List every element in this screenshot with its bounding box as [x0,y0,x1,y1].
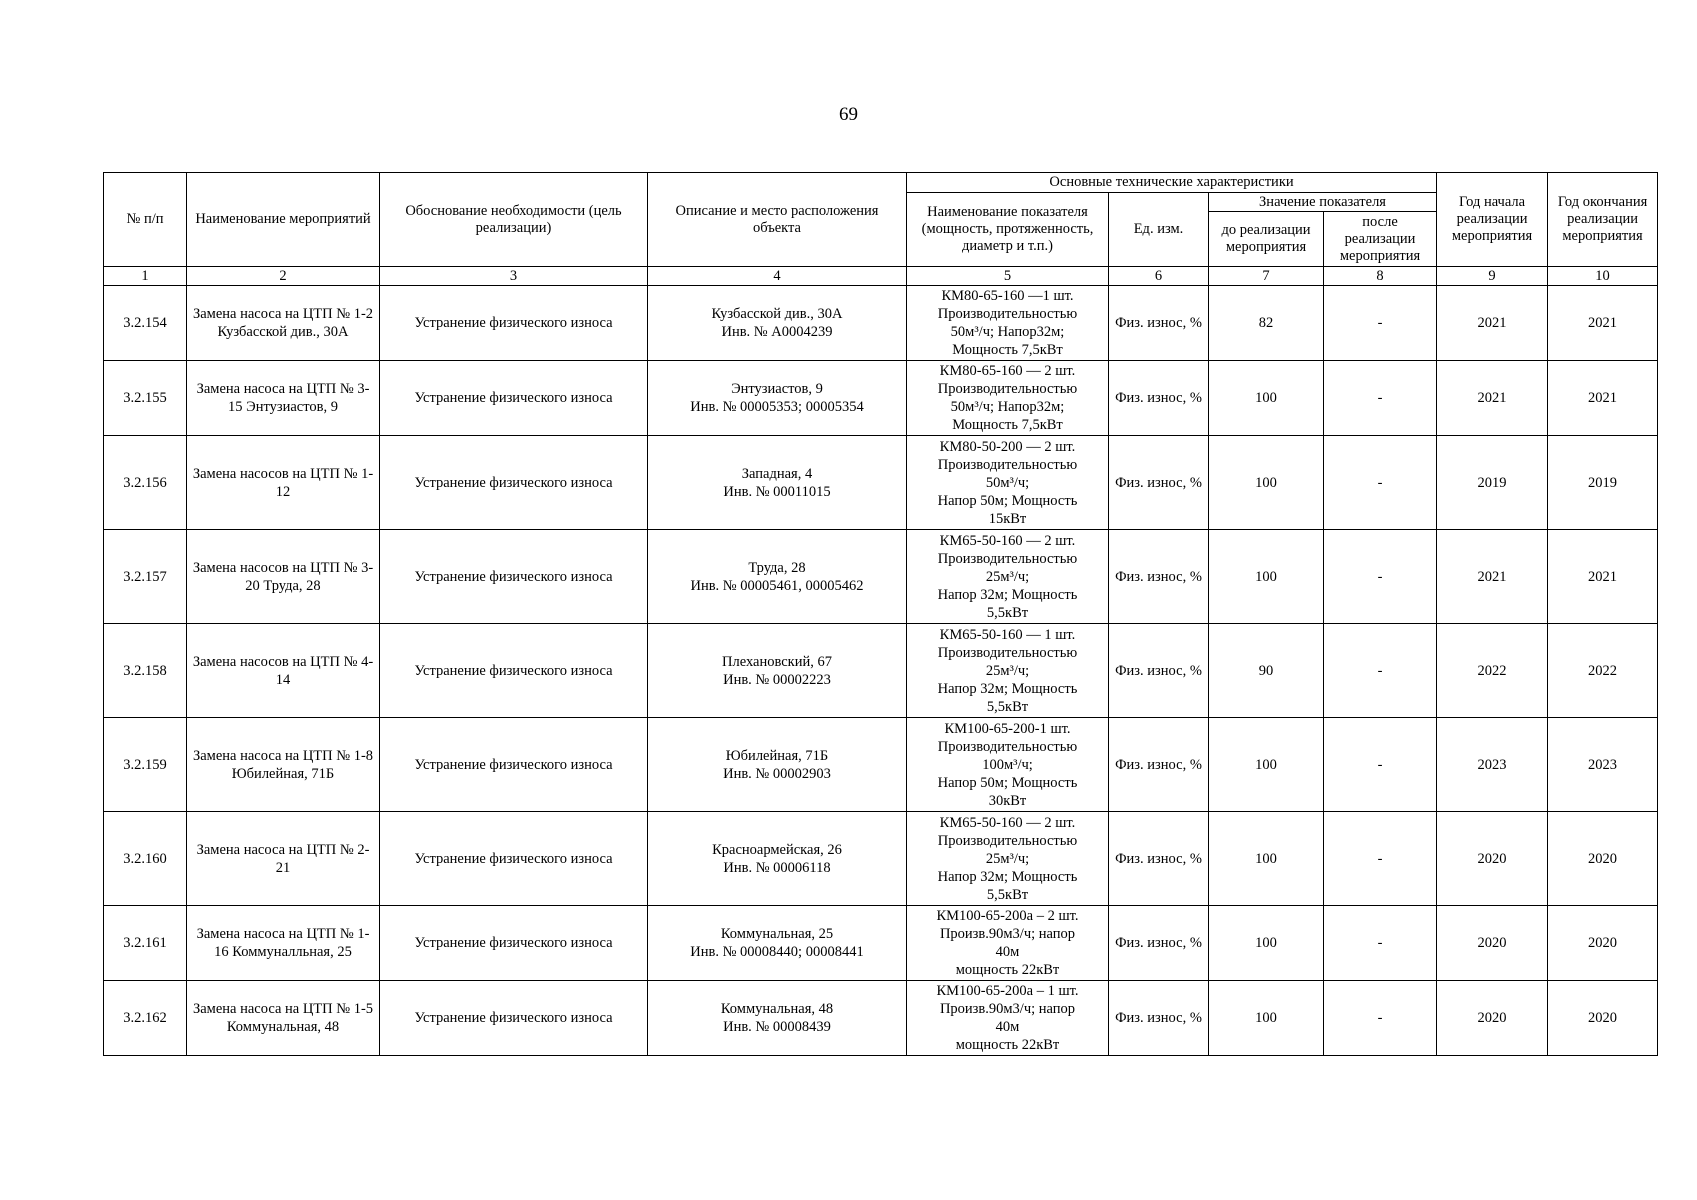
measure-reason: Устранение физического износа [380,718,648,812]
tech-characteristics [907,718,1109,812]
column-index: 4 [648,267,907,286]
measure-name: Замена насоса на ЦТП № 1-5 Коммунальная, 48 [187,981,380,1056]
tech-line: Мощность 7,5кВт [952,342,1063,358]
tech-line: Напор 50м; Мощность [937,492,1078,509]
table-row [104,718,1658,812]
value-after: - [1324,530,1437,624]
value-before: 100 [1209,718,1324,812]
tech-line: Производительностью [937,832,1078,849]
tech-line: Напор 32м; Мощность [937,586,1078,603]
location-inventory: Инв. № 00002223 [723,671,831,688]
measure-reason: Устранение физического износа [380,530,648,624]
tech-line: 40м [995,1019,1020,1035]
tech-characteristics [907,530,1109,624]
value-after: - [1324,361,1437,436]
table-row [104,812,1658,906]
value-after: - [1324,718,1437,812]
row-number: 3.2.161 [104,906,187,981]
location-inventory: Инв. № 00002903 [723,765,831,782]
tech-line: 25м³/ч; [985,850,1030,867]
tech-line: КМ100-65-200а – 1 шт. [936,983,1079,999]
value-after: - [1324,906,1437,981]
measure-name: Замена насосов на ЦТП № 3-20 Труда, 28 [187,530,380,624]
tech-line: 40м [995,944,1020,960]
measure-name: Замена насосов на ЦТП № 4-14 [187,624,380,718]
tech-line: Произв.90м3/ч; напор [939,926,1076,942]
header-after: после реализации мероприятия [1324,212,1437,267]
tech-line: 5,5кВт [986,604,1029,621]
tech-line: 15кВт [988,510,1027,527]
location-address: Плехановский, 67 [722,653,832,670]
tech-characteristics [907,361,1109,436]
row-number: 3.2.157 [104,530,187,624]
start-year: 2021 [1437,286,1548,361]
location-address: Энтузиастов, 9 [731,381,823,397]
header-end-year: Год окончания реализации мероприятия [1548,173,1658,267]
value-before: 100 [1209,981,1324,1056]
value-before: 90 [1209,624,1324,718]
tech-characteristics [907,286,1109,361]
start-year: 2019 [1437,436,1548,530]
column-index: 2 [187,267,380,286]
header-start-year: Год начала реализации мероприятия [1437,173,1548,267]
end-year: 2021 [1548,530,1658,624]
measure-reason: Устранение физического износа [380,286,648,361]
column-index: 6 [1109,267,1209,286]
end-year: 2019 [1548,436,1658,530]
table-row [104,906,1658,981]
start-year: 2020 [1437,812,1548,906]
start-year: 2021 [1437,530,1548,624]
object-location [648,906,907,981]
measures-table [103,172,1658,1056]
tech-line: Мощность 7,5кВт [952,417,1063,433]
row-number: 3.2.155 [104,361,187,436]
table-row [104,981,1658,1056]
location-inventory: Инв. № 00008440; 00008441 [690,944,864,960]
measure-reason: Устранение физического износа [380,624,648,718]
header-tech-group: Основные технические характеристики [907,173,1437,193]
value-before: 100 [1209,812,1324,906]
tech-line: 50м³/ч; [985,474,1030,491]
unit: Физ. износ, % [1109,286,1209,361]
measure-reason: Устранение физического износа [380,981,648,1056]
unit: Физ. износ, % [1109,530,1209,624]
tech-line: КМ80-50-200 — 2 шт. [939,438,1076,455]
end-year: 2020 [1548,812,1658,906]
end-year: 2021 [1548,286,1658,361]
column-index: 3 [380,267,648,286]
value-after: - [1324,436,1437,530]
tech-line: 25м³/ч; [985,568,1030,585]
object-location [648,361,907,436]
start-year: 2021 [1437,361,1548,436]
value-before: 82 [1209,286,1324,361]
unit: Физ. износ, % [1109,718,1209,812]
end-year: 2020 [1548,906,1658,981]
row-number: 3.2.160 [104,812,187,906]
table-row [104,530,1658,624]
header-before: до реализации мероприятия [1209,212,1324,267]
measure-name: Замена насоса на ЦТП № 2-21 [187,812,380,906]
tech-line: Производительностью [937,644,1078,661]
measure-reason: Устранение физического износа [380,361,648,436]
table-row [104,624,1658,718]
tech-characteristics [907,624,1109,718]
tech-line: Производительностью [937,456,1078,473]
tech-line: Напор 32м; Мощность [937,868,1078,885]
table-header [104,173,1658,286]
value-before: 100 [1209,906,1324,981]
tech-line: Произв.90м3/ч; напор [939,1001,1076,1017]
measure-reason: Устранение физического износа [380,812,648,906]
end-year: 2020 [1548,981,1658,1056]
value-after: - [1324,624,1437,718]
tech-characteristics [907,436,1109,530]
tech-line: КМ80-65-160 — 2 шт. [939,363,1076,379]
measure-name: Замена насоса на ЦТП № 1-2 Кузбасской див., 30А [187,286,380,361]
table-row [104,286,1658,361]
header-value-group: Значение показателя [1209,193,1437,212]
unit: Физ. износ, % [1109,624,1209,718]
tech-line: КМ80-65-160 —1 шт. [941,288,1074,304]
column-index: 7 [1209,267,1324,286]
start-year: 2020 [1437,981,1548,1056]
tech-line: 50м³/ч; Напор32м; [950,324,1065,340]
tech-characteristics [907,812,1109,906]
unit: Физ. износ, % [1109,436,1209,530]
column-index: 1 [104,267,187,286]
object-location [648,286,907,361]
header-param: Наименование показателя (мощность, протяженность, диаметр и т.п.) [907,193,1109,267]
location-address: Кузбасской див., 30А [711,306,843,322]
measure-name: Замена насоса на ЦТП № 1-16 Коммуналльная, 25 [187,906,380,981]
header-reason: Обоснование необходимости (цель реализации) [380,173,648,267]
row-number: 3.2.154 [104,286,187,361]
tech-line: Напор 50м; Мощность [937,774,1078,791]
tech-line: 5,5кВт [986,698,1029,715]
location-address: Труда, 28 [748,559,806,576]
tech-line: Напор 32м; Мощность [937,680,1078,697]
value-before: 100 [1209,361,1324,436]
page-number: 69 [839,104,858,125]
location-address: Коммунальная, 48 [720,1001,834,1017]
tech-line: КМ100-65-200-1 шт. [944,720,1071,737]
tech-line: Производительностью [937,306,1078,322]
location-address: Западная, 4 [741,465,813,482]
tech-line: КМ65-50-160 — 2 шт. [939,532,1076,549]
measure-name: Замена насосов на ЦТП № 1-12 [187,436,380,530]
table-row [104,436,1658,530]
location-inventory: Инв. № 00006118 [723,859,831,876]
header-location: Описание и место расположения объекта [648,173,907,267]
column-index: 9 [1437,267,1548,286]
header-name: Наименование мероприятий [187,173,380,267]
measure-reason: Устранение физического износа [380,906,648,981]
tech-line: КМ65-50-160 — 2 шт. [939,814,1076,831]
object-location [648,981,907,1056]
unit: Физ. износ, % [1109,906,1209,981]
column-index-row [104,267,1658,286]
location-inventory: Инв. № 00008439 [723,1019,831,1035]
tech-line: 100м³/ч; [982,756,1033,773]
row-number: 3.2.159 [104,718,187,812]
tech-line: Производительностью [937,738,1078,755]
unit: Физ. износ, % [1109,361,1209,436]
value-after: - [1324,981,1437,1056]
tech-line: мощность 22кВт [955,1037,1060,1053]
header-unit: Ед. изм. [1109,193,1209,267]
object-location [648,436,907,530]
location-inventory: Инв. № 00011015 [723,483,831,500]
location-address: Юбилейная, 71Б [725,747,829,764]
value-before: 100 [1209,530,1324,624]
unit: Физ. износ, % [1109,812,1209,906]
column-index: 10 [1548,267,1658,286]
column-index: 8 [1324,267,1437,286]
tech-line: 30кВт [988,792,1027,809]
row-number: 3.2.158 [104,624,187,718]
tech-line: КМ65-50-160 — 1 шт. [939,626,1076,643]
tech-line: КМ100-65-200а – 2 шт. [936,908,1079,924]
start-year: 2020 [1437,906,1548,981]
tech-line: мощность 22кВт [955,962,1060,978]
location-address: Коммунальная, 25 [720,926,834,942]
location-inventory: Инв. № А0004239 [721,324,833,340]
tech-line: 5,5кВт [986,886,1029,903]
start-year: 2023 [1437,718,1548,812]
location-inventory: Инв. № 00005353; 00005354 [690,399,864,415]
tech-line: 50м³/ч; Напор32м; [950,399,1065,415]
row-number: 3.2.162 [104,981,187,1056]
start-year: 2022 [1437,624,1548,718]
row-number: 3.2.156 [104,436,187,530]
column-index: 5 [907,267,1109,286]
table-body [104,286,1658,1056]
unit: Физ. износ, % [1109,981,1209,1056]
header-num: № п/п [104,173,187,267]
end-year: 2023 [1548,718,1658,812]
value-after: - [1324,812,1437,906]
measure-reason: Устранение физического износа [380,436,648,530]
end-year: 2021 [1548,361,1658,436]
location-inventory: Инв. № 00005461, 00005462 [690,577,864,594]
table-row [104,361,1658,436]
object-location [648,812,907,906]
tech-line: Производительностью [937,381,1078,397]
location-address: Красноармейская, 26 [712,841,842,858]
value-after: - [1324,286,1437,361]
tech-line: Производительностью [937,550,1078,567]
tech-characteristics [907,981,1109,1056]
tech-line: 25м³/ч; [985,662,1030,679]
tech-characteristics [907,906,1109,981]
value-before: 100 [1209,436,1324,530]
measure-name: Замена насоса на ЦТП № 1-8 Юбилейная, 71Б [187,718,380,812]
object-location [648,718,907,812]
object-location [648,624,907,718]
object-location [648,530,907,624]
end-year: 2022 [1548,624,1658,718]
measure-name: Замена насоса на ЦТП № 3-15 Энтузиастов, 9 [187,361,380,436]
